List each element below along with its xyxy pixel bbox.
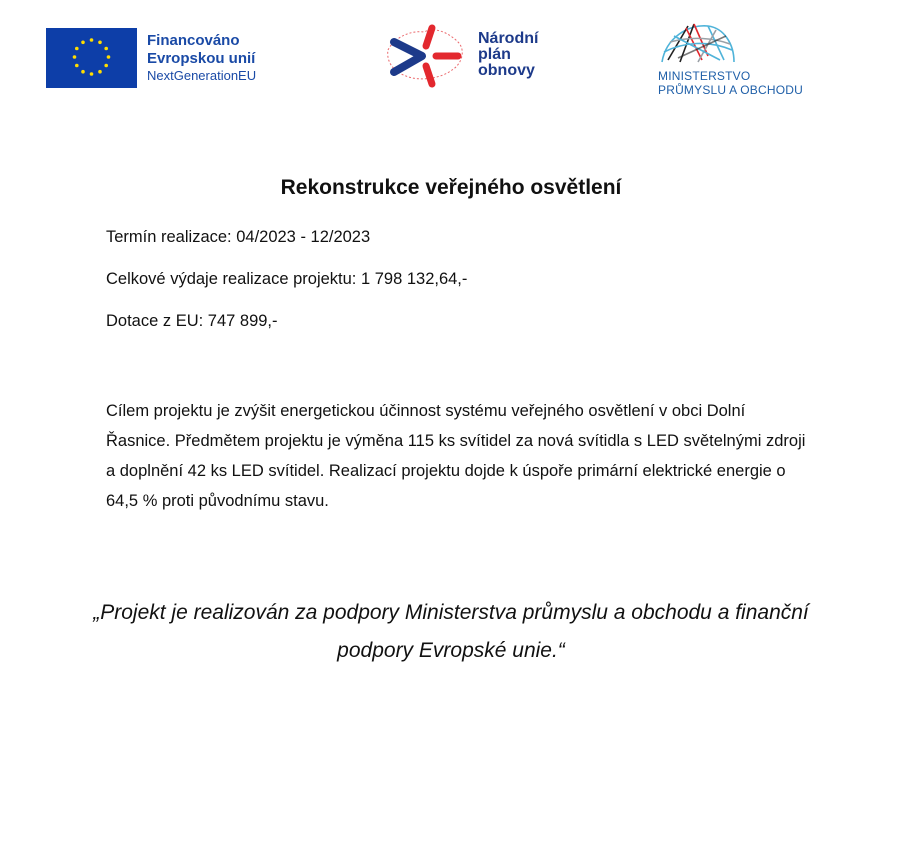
ministry-globe-icon — [658, 20, 736, 64]
logo-header — [0, 0, 902, 110]
npo-logo-line3: obnovy — [478, 62, 535, 79]
npo-logo-line1: Národní — [478, 30, 539, 47]
funding-quote: „Projekt je realizován za podpory Ministerstva průmyslu a obchodu a finanční podpory Evropské unie.“ — [93, 601, 809, 662]
eu-flag-icon — [46, 28, 137, 88]
ministry-logo-line2: PRŮMYSLU A OBCHODU — [658, 82, 803, 97]
total-costs: Celkové výdaje realizace projektu: 1 798 132,64,- — [106, 270, 468, 288]
npo-logo-line2: plán — [478, 46, 511, 63]
eu-funding-logo — [46, 28, 256, 88]
eu-logo-line3: NextGenerationEU — [147, 67, 257, 83]
project-description: Cílem projektu je zvýšit energetickou účinnost systému veřejného osvětlení v obci Dolní Řasnice. Předmětem projektu je výměna 115 ks svítidel za nová svítidla s LED světelnými zdroji a doplnění 42 ks LED svítidel. Realizací projektu dojde k úspoře primární elektrické energie o 64,5 % proti původnímu stavu. — [106, 402, 806, 510]
narodni-plan-obnovy-logo — [380, 20, 538, 90]
eu-logo-line2: Evropskou unií — [147, 49, 256, 67]
ministry-logo-line1: MINISTERSTVO — [658, 69, 751, 83]
npo-mark-icon — [380, 20, 472, 90]
page-title: Rekonstrukce veřejného osvětlení — [280, 176, 622, 199]
eu-logo-line1: Financováno — [147, 32, 240, 50]
ministry-logo — [658, 20, 803, 98]
realization-term: Termín realizace: 04/2023 - 12/2023 — [106, 228, 371, 246]
eu-subsidy: Dotace z EU: 747 899,- — [106, 312, 278, 330]
